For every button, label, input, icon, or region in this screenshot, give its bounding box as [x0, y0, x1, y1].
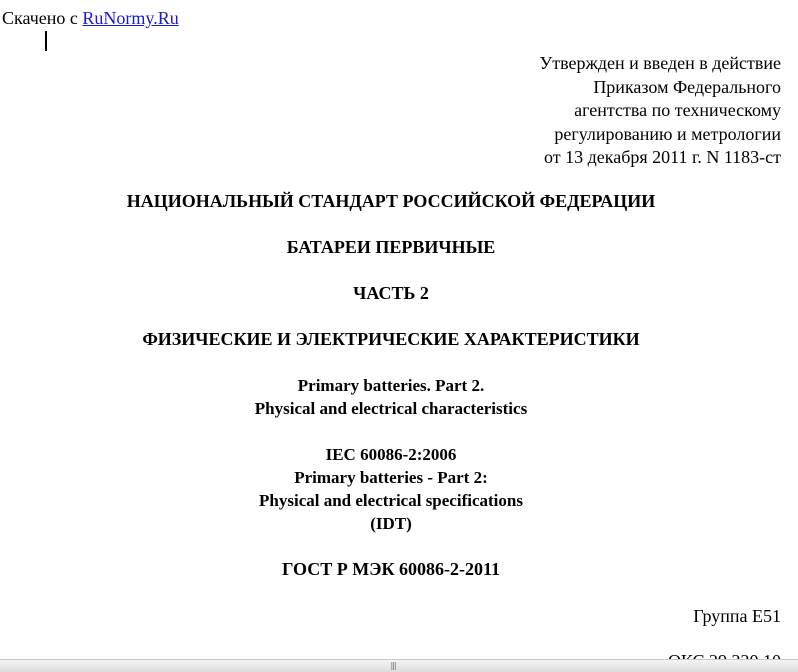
text-cursor [45, 31, 47, 51]
standard-title: БАТАРЕИ ПЕРВИЧНЫЕ [286, 237, 496, 257]
gost-number: ГОСТ Р МЭК 60086-2-2011 [282, 559, 500, 579]
approval-line: Утвержден и введен в действие [539, 53, 781, 73]
approval-block [539, 52, 781, 170]
source-prefix: Скачено с [2, 8, 83, 28]
iec-number: IEC 60086-2:2006 [325, 445, 457, 464]
approval-line: Приказом Федерального [593, 76, 781, 97]
group-code: Группа Е51 [693, 606, 781, 626]
standard-category: НАЦИОНАЛЬНЫЙ СТАНДАРТ РОССИЙСКОЙ ФЕДЕРАЦИИ [126, 191, 656, 211]
horizontal-scrollbar[interactable] [0, 659, 798, 672]
scroll-grip-icon[interactable]: ||| [390, 661, 396, 670]
english-title-line1: Primary batteries. Part 2. [297, 376, 485, 395]
approval-line: от 13 декабря 2011 г. N 1183-ст [543, 147, 781, 167]
english-title [0, 374, 782, 420]
iec-line2: Physical and electrical specifications [259, 491, 523, 510]
iec-idt: (IDT) [370, 514, 412, 533]
iec-line1: Primary batteries - Part 2: [294, 468, 488, 487]
approval-line: регулированию и метрологии [554, 123, 781, 144]
standard-subtitle: ФИЗИЧЕСКИЕ И ЭЛЕКТРИЧЕСКИЕ ХАРАКТЕРИСТИКИ [142, 329, 640, 349]
iec-reference [0, 443, 782, 535]
source-line [2, 8, 179, 28]
source-link[interactable]: RuNormy.Ru [82, 8, 179, 28]
standard-part: ЧАСТЬ 2 [353, 283, 429, 303]
approval-line: агентства по техническому [574, 100, 781, 120]
english-title-line2: Physical and electrical characteristics [254, 399, 528, 418]
